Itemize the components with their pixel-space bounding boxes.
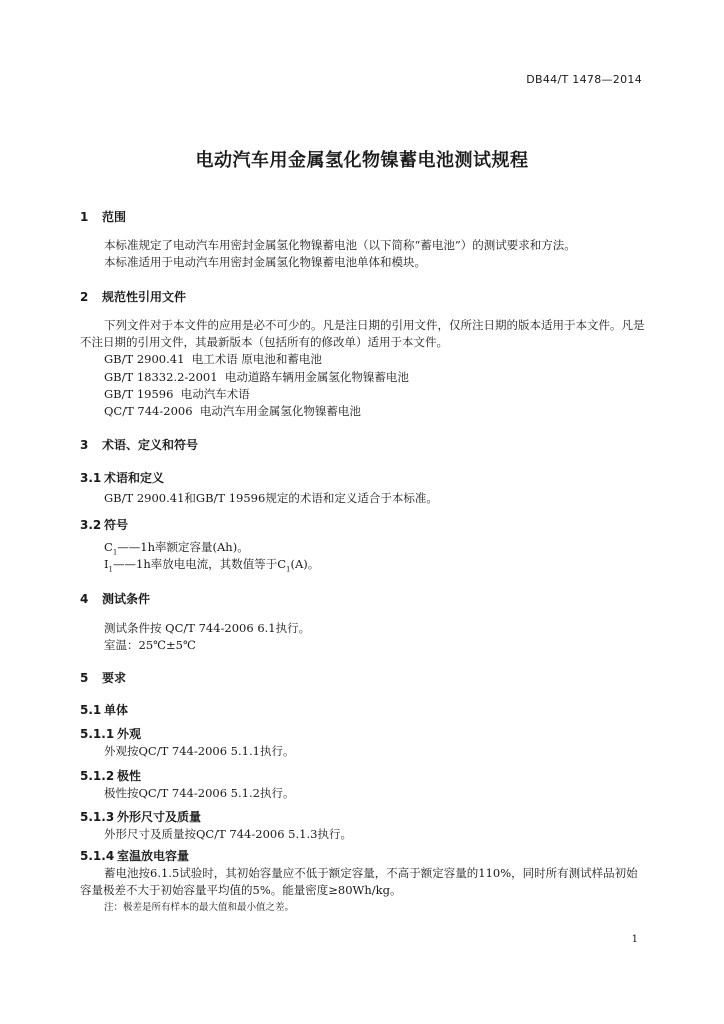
document-title: 电动汽车用金属氢化物镍蓄电池测试规程	[195, 150, 529, 171]
section-title: 规范性引用文件	[102, 290, 187, 304]
section-4-heading	[80, 590, 150, 607]
appearance-paragraph: 外观按QC/T 744-2006 5.1.1执行。	[104, 744, 295, 758]
symbol-subscript: 1	[286, 565, 291, 574]
section-title: 范围	[102, 210, 127, 224]
section-5-1-1-heading	[80, 725, 141, 742]
symbol-c: C	[104, 540, 113, 554]
section-title: 要求	[102, 671, 127, 685]
section-title: 极性	[117, 769, 142, 783]
symbol-i1-definition-end: (A)。	[290, 557, 320, 571]
symbol-i1-line	[80, 556, 645, 578]
reference-item: GB/T 2900.41 电工术语 原电池和蓄电池	[104, 352, 322, 366]
symbol-subscript: 1	[108, 565, 114, 574]
capacity-paragraph: 蓄电池按6.1.5试验时，其初始容量应不低于额定容量，不高于额定容量的110%，同时所有测试样品初始容量极差不大于初始容量平均值的5%。能量密度≥80Wh/kg。	[80, 866, 638, 897]
normative-references-paragraph: 下列文件对于本文件的应用是必不可少的。凡是注日期的引用文件，仅所注日期的版本适用于本文件。凡是不注日期的引用文件，其最新版本（包括所有的修改单）适用于本文件。	[80, 318, 645, 349]
symbol-subscript: 1	[112, 548, 118, 557]
section-number: 5.1.2	[80, 769, 115, 783]
page-number: 1	[631, 934, 638, 945]
section-3-1-heading	[80, 469, 164, 486]
section-5-1-4-heading	[80, 847, 189, 864]
section-2-heading	[80, 288, 186, 305]
test-conditions-paragraph-2: 室温：25℃±5℃	[104, 638, 196, 652]
section-5-1-heading	[80, 701, 128, 718]
section-3-heading	[80, 436, 198, 453]
symbol-i: I	[104, 557, 109, 571]
section-3-2-heading	[80, 516, 128, 533]
terms-paragraph: GB/T 2900.41和GB/T 19596规定的术语和定义适合于本标准。	[104, 491, 438, 505]
scope-paragraph-2: 本标准适用于电动汽车用密封金属氢化物镍蓄电池单体和模块。	[104, 255, 426, 269]
symbol-i1-definition: ——1h率放电电流，其数值等于C	[113, 557, 287, 571]
reference-item: QC/T 744-2006 电动汽车用金属氢化物镍蓄电池	[104, 404, 361, 418]
symbol-c1-definition: ——1h率额定容量(Ah)。	[117, 540, 249, 554]
scope-paragraph-1: 本标准规定了电动汽车用密封金属氢化物镍蓄电池（以下简称“蓄电池”）的测试要求和方法。	[104, 238, 576, 252]
polarity-paragraph: 极性按QC/T 744-2006 5.1.2执行。	[104, 786, 295, 800]
section-number: 5.1.1	[80, 727, 115, 741]
section-number: 1	[80, 210, 89, 224]
test-conditions-paragraph-1: 测试条件按 QC/T 744-2006 6.1执行。	[104, 621, 311, 635]
section-title: 符号	[104, 518, 129, 532]
section-title: 测试条件	[102, 592, 151, 606]
reference-item: GB/T 19596 电动汽车术语	[104, 387, 250, 401]
section-5-1-3-heading	[80, 808, 201, 825]
section-5-1-2-heading	[80, 767, 141, 784]
section-number: 3.2	[80, 518, 102, 532]
dimensions-paragraph: 外形尺寸及质量按QC/T 744-2006 5.1.3执行。	[104, 827, 352, 841]
section-title: 术语和定义	[104, 471, 165, 485]
section-number: 5	[80, 671, 89, 685]
section-title: 室温放电容量	[117, 849, 190, 863]
section-number: 4	[80, 592, 89, 606]
section-title: 外观	[117, 727, 142, 741]
section-title: 术语、定义和符号	[102, 438, 199, 452]
section-1-heading	[80, 208, 126, 225]
section-number: 5.1.3	[80, 810, 115, 824]
section-number: 2	[80, 290, 89, 304]
section-number: 5.1.4	[80, 849, 115, 863]
reference-item: GB/T 18332.2-2001 电动道路车辆用金属氢化物镍蓄电池	[104, 370, 409, 384]
capacity-note: 注：极差是所有样本的最大值和最小值之差。	[104, 902, 295, 913]
section-number: 3	[80, 438, 89, 452]
section-title: 外形尺寸及质量	[117, 810, 202, 824]
section-number: 5.1	[80, 703, 102, 717]
section-5-heading	[80, 669, 126, 686]
standard-code: DB44/T 1478—2014	[526, 73, 642, 86]
section-title: 单体	[104, 703, 129, 717]
section-number: 3.1	[80, 471, 102, 485]
